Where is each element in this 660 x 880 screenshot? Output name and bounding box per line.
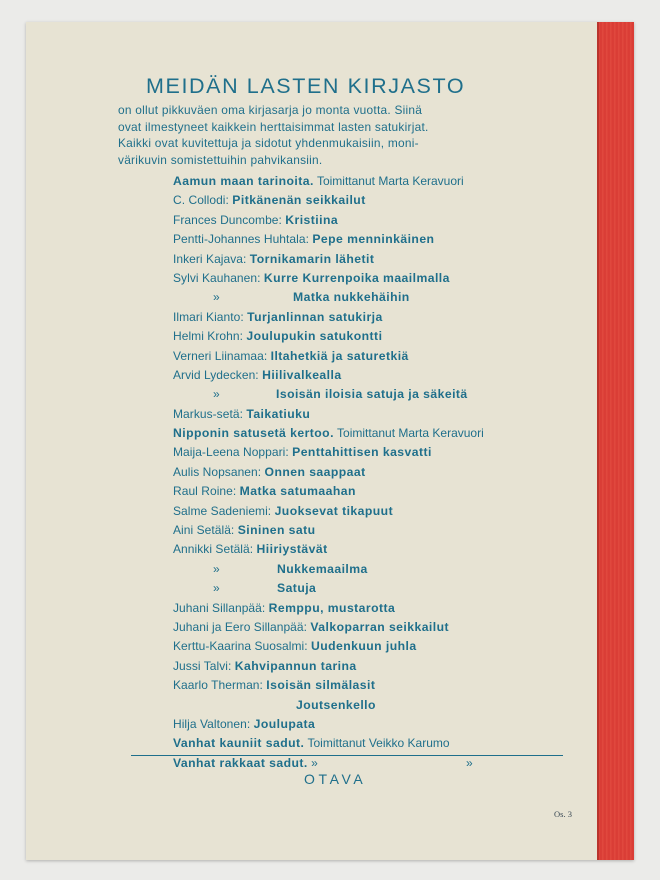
book-list-item [173, 678, 593, 697]
book-list-item [173, 562, 593, 581]
intro-line: ovat ilmestyneet kaikkein herttaisimmat lasten satukirjat. [118, 119, 429, 134]
book-author: Jussi Talvi: [173, 658, 235, 673]
book-author: Frances Duncombe: [173, 212, 286, 227]
book-title: Valkoparran seikkailut [310, 619, 450, 634]
book-list-item [173, 639, 593, 658]
book-list-item [173, 523, 593, 542]
book-list-item [173, 698, 593, 717]
book-author: Juhani ja Eero Sillanpää: [173, 619, 311, 634]
book-list-item [173, 542, 593, 561]
cover-content [26, 22, 599, 860]
book-list-item [173, 426, 593, 445]
book-editor-note: » [307, 755, 318, 770]
book-author: Kaarlo Therman: [173, 678, 267, 693]
book-list-item [173, 368, 593, 387]
book-list-item [173, 620, 593, 639]
book-title: Pepe menninkäinen [312, 232, 435, 247]
book-title: Aamun maan tarinoita. [173, 174, 314, 188]
book-back-cover [26, 22, 634, 860]
book-editor-note: Toimittanut Marta Keravuori [333, 426, 484, 441]
book-author: Juhani Sillanpää: [173, 600, 269, 615]
book-list-item [173, 252, 593, 271]
book-author: Aulis Nopsanen: [173, 464, 265, 479]
book-title: Taikatiuku [246, 406, 311, 421]
book-title: Juoksevat tikapuut [274, 503, 394, 518]
book-list-item [173, 329, 593, 348]
series-title: MEIDÄN LASTEN KIRJASTO [146, 74, 466, 98]
book-author: Annikki Setälä: [173, 542, 257, 557]
book-title: Kurre Kurrenpoika maailmalla [263, 270, 450, 285]
book-title: Kahvipannun tarina [234, 658, 357, 673]
book-title: Kristiina [285, 212, 339, 227]
book-title: Tornikamarin lähetit [249, 251, 375, 266]
book-list-item [173, 290, 593, 309]
book-author: Maija-Leena Noppari: [173, 445, 293, 460]
book-author: Arvid Lydecken: [173, 367, 263, 382]
book-title: Joulupata [253, 716, 316, 731]
book-title: Remppu, mustarotta [268, 600, 396, 615]
book-list-item [173, 174, 593, 193]
ditto-mark: » [213, 561, 220, 576]
intro-text [118, 102, 558, 168]
book-list-item [173, 193, 593, 212]
book-list-item [173, 349, 593, 368]
book-list-item [173, 717, 593, 736]
book-list-item [173, 271, 593, 290]
ditto-mark: » [213, 387, 220, 402]
book-list-item [173, 213, 593, 232]
book-title: Penttahittisen kasvatti [292, 445, 432, 460]
book-title: Matka nukkehäihin [293, 290, 410, 305]
book-title: Vanhat kauniit sadut. [173, 736, 305, 751]
book-list-item [173, 736, 593, 755]
book-title: Onnen saappaat [264, 464, 366, 479]
book-author: C. Collodi: [173, 193, 233, 208]
book-list-item [173, 407, 593, 426]
book-author: Markus-setä: [173, 406, 247, 421]
book-list-item [173, 659, 593, 678]
book-author: Raul Roine: [173, 484, 240, 499]
ditto-mark: » [213, 581, 220, 596]
ditto-mark: » [213, 290, 220, 305]
book-title: Pitkänenän seikkailut [232, 193, 366, 208]
book-title: Isoisän iloisia satuja ja säkeitä [276, 387, 468, 402]
book-title: Turjanlinnan satukirja [247, 309, 383, 324]
book-author: Salme Sadeniemi: [173, 503, 275, 518]
book-list-item [173, 756, 593, 775]
intro-line: värikuvin somistettuihin pahvikansiin. [118, 152, 323, 167]
book-list-item [173, 504, 593, 523]
book-title: Iltahetkiä ja saturetkiä [270, 348, 409, 363]
book-list-item [173, 465, 593, 484]
book-title: Matka satumaahan [239, 484, 356, 499]
book-title: Sininen satu [237, 523, 316, 538]
book-title: Isoisän silmälasit [266, 678, 376, 693]
intro-line: Kaikki ovat kuvitettuja ja sidotut yhdenmukaisiin, moni- [118, 136, 419, 151]
book-author: Pentti-Johannes Huhtala: [173, 232, 313, 247]
book-list-item [173, 445, 593, 464]
book-list [173, 174, 593, 775]
book-list-item [173, 484, 593, 503]
book-title: Joutsenkello [296, 697, 376, 712]
book-title: Vanhat rakkaat sadut. [173, 755, 308, 770]
book-author: Aini Setälä: [173, 523, 238, 538]
book-title: Joulupukin satukontti [246, 329, 383, 344]
book-list-item [173, 310, 593, 329]
book-title: Satuja [277, 581, 317, 596]
book-title: Hiilivalkealla [262, 367, 342, 382]
book-author: Sylvi Kauhanen: [173, 270, 264, 285]
book-title: Hiiriystävät [256, 542, 328, 557]
catalog-code: Os. 3 [554, 809, 572, 819]
intro-line: on ollut pikkuväen oma kirjasarja jo monta vuotta. Siinä [118, 103, 423, 117]
book-editor-note: Toimittanut Marta Keravuori [313, 174, 464, 188]
book-list-item [173, 601, 593, 620]
book-title: Uudenkuun juhla [310, 639, 417, 654]
book-author: Verneri Liinamaa: [173, 348, 271, 363]
book-list-item [173, 387, 593, 406]
book-title: Nipponin satusetä kertoo. [173, 426, 334, 441]
book-author: Ilmari Kianto: [173, 309, 248, 324]
book-title: Nukkemaailma [277, 561, 368, 576]
publisher-name: OTAVA [304, 771, 367, 787]
red-spine [597, 22, 634, 860]
book-list-item [173, 232, 593, 251]
ditto-mark: » [466, 755, 473, 770]
book-author: Helmi Krohn: [173, 329, 247, 344]
book-author: Inkeri Kajava: [173, 251, 250, 266]
book-editor-note: Toimittanut Veikko Karumo [304, 736, 450, 751]
book-list-item [173, 581, 593, 600]
book-author: Hilja Valtonen: [173, 716, 254, 731]
book-author: Kerttu-Kaarina Suosalmi: [173, 639, 311, 654]
divider-rule [131, 755, 563, 756]
